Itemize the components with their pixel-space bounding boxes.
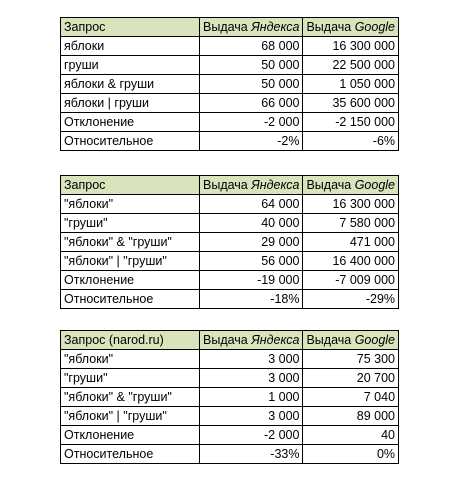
table-row [61, 407, 399, 426]
table-row [61, 195, 399, 214]
table-row [61, 94, 399, 113]
row-query: Относительное [61, 290, 200, 309]
row-google: 0% [303, 445, 399, 464]
row-yandex: -2% [200, 132, 303, 151]
table-row [61, 214, 399, 233]
header-google-engine: Google [354, 178, 396, 192]
header-query: Запрос [61, 176, 200, 195]
row-google: -2 150 000 [303, 113, 399, 132]
header-google-prefix: Выдача [306, 333, 355, 347]
row-google: 7 580 000 [303, 214, 399, 233]
table-row [61, 369, 399, 388]
table-row [61, 56, 399, 75]
table-row [61, 388, 399, 407]
row-query: яблоки & груши [61, 75, 200, 94]
row-query: яблоки [61, 37, 200, 56]
header-google-engine: Google [354, 20, 396, 34]
row-google: 16 300 000 [303, 37, 399, 56]
header-google-prefix: Выдача [306, 20, 355, 34]
row-google: -29% [303, 290, 399, 309]
row-yandex: 56 000 [200, 252, 303, 271]
row-google: 1 050 000 [303, 75, 399, 94]
row-google: 22 500 000 [303, 56, 399, 75]
header-google-engine: Google [354, 333, 396, 347]
row-query: Отклонение [61, 271, 200, 290]
row-query: "яблоки" | "груши" [61, 252, 200, 271]
table-row [61, 132, 399, 151]
search-results-table-2 [60, 175, 399, 309]
header-query: Запрос [61, 18, 200, 37]
row-yandex: 3 000 [200, 350, 303, 369]
row-google: 471 000 [303, 233, 399, 252]
row-google: -6% [303, 132, 399, 151]
row-query: "яблоки" & "груши" [61, 233, 200, 252]
row-query: "яблоки" [61, 195, 200, 214]
row-yandex: 50 000 [200, 75, 303, 94]
header-yandex-engine: Яндекса [251, 178, 300, 192]
row-google: 20 700 [303, 369, 399, 388]
row-google: 16 300 000 [303, 195, 399, 214]
row-query: "груши" [61, 214, 200, 233]
row-yandex: -18% [200, 290, 303, 309]
table-header-row [61, 18, 399, 37]
header-yandex [200, 176, 303, 195]
row-query: "яблоки" | "груши" [61, 407, 200, 426]
row-google: 16 400 000 [303, 252, 399, 271]
row-google: 75 300 [303, 350, 399, 369]
row-yandex: 50 000 [200, 56, 303, 75]
table-row [61, 233, 399, 252]
table-header-row [61, 331, 399, 350]
header-yandex [200, 18, 303, 37]
table-row [61, 426, 399, 445]
table-row [61, 290, 399, 309]
table-row [61, 445, 399, 464]
row-query: Относительное [61, 445, 200, 464]
header-yandex-engine: Яндекса [251, 20, 300, 34]
table-row [61, 37, 399, 56]
table-row [61, 75, 399, 94]
row-yandex: 66 000 [200, 94, 303, 113]
row-yandex: -19 000 [200, 271, 303, 290]
row-yandex: 29 000 [200, 233, 303, 252]
row-google: 89 000 [303, 407, 399, 426]
table-row [61, 271, 399, 290]
header-google [303, 176, 399, 195]
row-yandex: 1 000 [200, 388, 303, 407]
row-query: яблоки | груши [61, 94, 200, 113]
header-yandex-prefix: Выдача [203, 333, 252, 347]
row-query: Отклонение [61, 426, 200, 445]
row-query: "яблоки" & "груши" [61, 388, 200, 407]
header-yandex-engine: Яндекса [251, 333, 300, 347]
header-yandex-prefix: Выдача [203, 178, 252, 192]
row-google: 35 600 000 [303, 94, 399, 113]
row-yandex: -2 000 [200, 426, 303, 445]
header-google-prefix: Выдача [306, 178, 355, 192]
row-query: груши [61, 56, 200, 75]
row-query: Относительное [61, 132, 200, 151]
header-yandex [200, 331, 303, 350]
header-yandex-prefix: Выдача [203, 20, 252, 34]
search-results-table-3 [60, 330, 399, 464]
row-google: -7 009 000 [303, 271, 399, 290]
header-google [303, 331, 399, 350]
row-google: 7 040 [303, 388, 399, 407]
row-yandex: 64 000 [200, 195, 303, 214]
row-query: Отклонение [61, 113, 200, 132]
row-yandex: 3 000 [200, 407, 303, 426]
row-yandex: -2 000 [200, 113, 303, 132]
row-yandex: 3 000 [200, 369, 303, 388]
table-header-row [61, 176, 399, 195]
row-yandex: 40 000 [200, 214, 303, 233]
header-query: Запрос (narod.ru) [61, 331, 200, 350]
row-query: "груши" [61, 369, 200, 388]
table-row [61, 252, 399, 271]
row-yandex: 68 000 [200, 37, 303, 56]
search-results-table-1 [60, 17, 399, 151]
table-row [61, 113, 399, 132]
table-row [61, 350, 399, 369]
row-query: "яблоки" [61, 350, 200, 369]
header-google [303, 18, 399, 37]
row-google: 40 [303, 426, 399, 445]
row-yandex: -33% [200, 445, 303, 464]
